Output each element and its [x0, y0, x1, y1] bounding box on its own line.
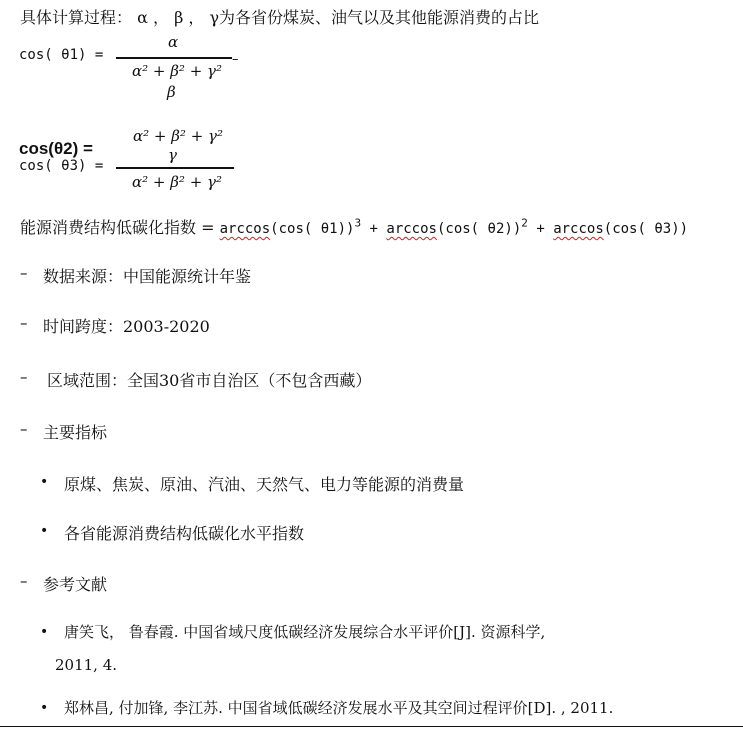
- index-term1-fn: arccos: [219, 221, 271, 237]
- index-term2-exp: 2: [521, 216, 528, 230]
- bottom-rule: [0, 726, 743, 727]
- index-term2-arg: (cos( θ2)): [436, 221, 522, 237]
- bullet-ref-1: •: [40, 624, 49, 640]
- bullet-indicator-2: •: [40, 523, 49, 539]
- intro-text: 具体计算过程： α ， β ， γ为各省份煤炭、油气以及其他能源消费的占比: [20, 8, 540, 27]
- formula3-lhs: cos( θ3) =: [19, 158, 104, 174]
- dash-marker-region: –: [20, 368, 28, 386]
- dash-marker-span: –: [20, 314, 28, 332]
- formula3-denominator: α² + β² + γ²: [132, 173, 223, 191]
- ref-2-text: 郑林昌, 付加锋, 李江苏. 中国省域低碳经济发展水平及其空间过程评价[D]. , 2011.: [64, 699, 614, 717]
- formula2-denominator: α² + β² + γ²: [133, 127, 224, 145]
- formula1-fraction-bar: [116, 57, 232, 59]
- indicator-2-text: 各省能源消费结构低碳化水平指数: [64, 524, 305, 543]
- index-term1-arg: (cos( θ1)): [270, 221, 355, 237]
- item-references: 参考文献: [43, 575, 108, 594]
- formula1-trailing-dash: –: [232, 52, 239, 67]
- formula2-numerator: β: [167, 83, 176, 101]
- bullet-indicator-1: •: [40, 474, 49, 490]
- formula3-fraction-bar: [116, 167, 234, 169]
- item-region: 区域范围：全国30省市自治区（不包含西藏）: [47, 371, 372, 390]
- dash-marker-indicators: –: [20, 420, 28, 438]
- item-indicators: 主要指标: [43, 423, 108, 442]
- bullet-ref-2: •: [40, 700, 49, 716]
- index-formula: [20, 215, 688, 238]
- formula1-numerator: α: [168, 33, 179, 51]
- item-data-source: 数据来源：中国能源统计年鉴: [43, 267, 252, 286]
- index-plus-2: +: [527, 221, 554, 237]
- item-time-span: 时间跨度：2003-2020: [43, 317, 210, 336]
- index-formula-prefix: 能源消费结构低碳化指数 =: [20, 218, 220, 237]
- ref-1-line1: 唐笑飞， 鲁春霞. 中国省域尺度低碳经济发展综合水平评价[J]. 资源科学,: [64, 623, 546, 641]
- index-term2-fn: arccos: [386, 221, 437, 237]
- formula1-denominator: α² + β² + γ²: [132, 62, 223, 80]
- dash-marker-source: –: [20, 264, 28, 282]
- dash-marker-refs: –: [20, 572, 28, 590]
- index-term3-arg: (cos( θ3)): [603, 221, 689, 237]
- formula2-lhs: cos(θ2) =: [19, 139, 93, 158]
- indicator-1-text: 原煤、焦炭、原油、汽油、天然气、电力等能源的消费量: [64, 475, 465, 494]
- index-term3-fn: arccos: [553, 221, 604, 237]
- index-plus-1: +: [361, 221, 387, 237]
- ref-1-line2: 2011, 4.: [55, 656, 118, 674]
- formula3-numerator: γ: [168, 146, 177, 164]
- index-term1-exp: 3: [354, 216, 362, 230]
- formula1-lhs: cos( θ1) =: [19, 47, 104, 63]
